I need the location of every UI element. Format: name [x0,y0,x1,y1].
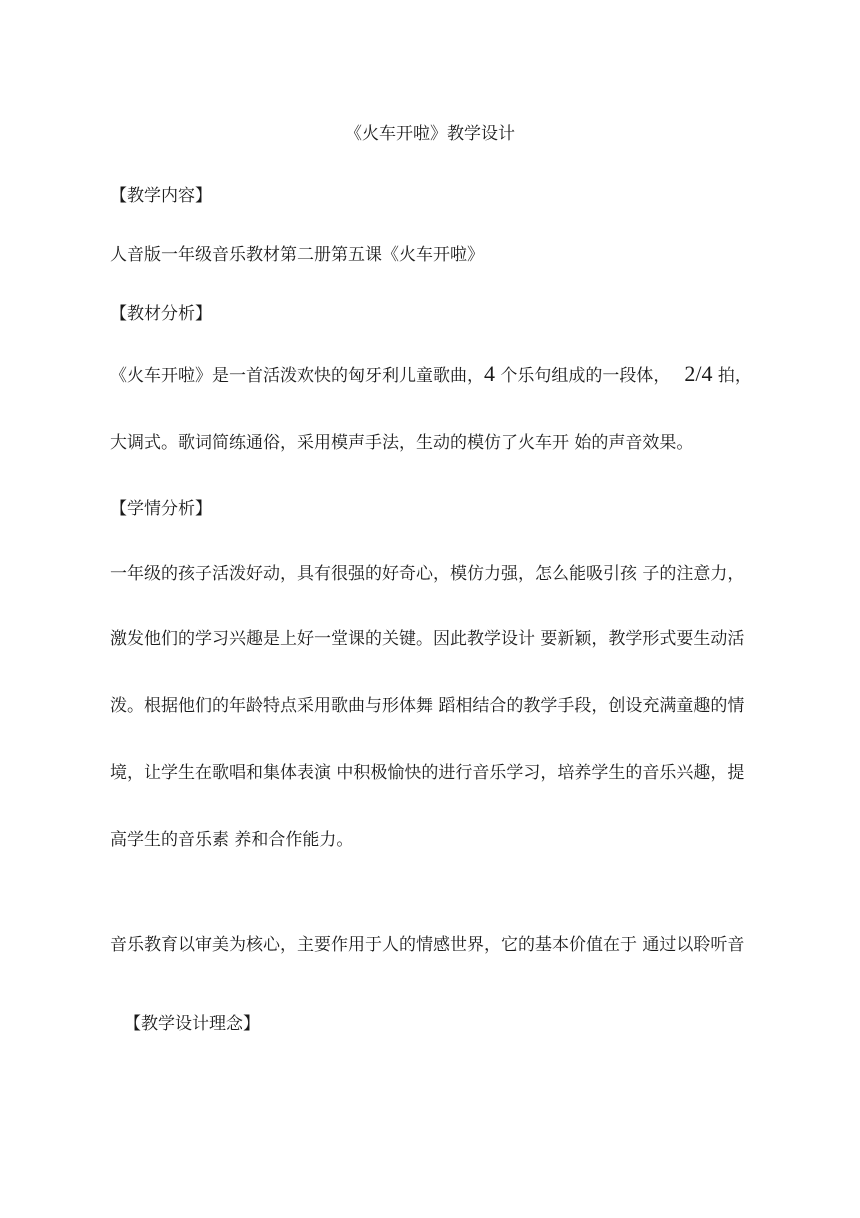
section-heading-analysis: 【教材分析】 [110,304,212,324]
philosophy-text: 音乐教育以审美为核心，主要作用于人的情感世界，它的基本价值在于 通过以聆听音 [110,935,745,955]
students-line-3: 泼。根据他们的年龄特点采用歌曲与形体舞 蹈相结合的教学手段，创设充满童趣的情 [110,696,745,716]
analysis-line-1-text-c: 拍， [712,366,752,386]
students-line-2: 激发他们的学习兴趣是上好一堂课的关键。因此教学设计 要新颖，教学形式要生动活 [110,629,745,649]
section-heading-philosophy: 【教学设计理念】 [124,1014,260,1034]
content-line: 人音版一年级音乐教材第二册第五课《火车开啦》 [110,245,484,265]
students-line-1: 一年级的孩子活泼好动，具有很强的好奇心，模仿力强，怎么能吸引孩 子的注意力， [110,564,745,584]
analysis-line-2: 大调式。歌词简练通俗，采用模声手法，生动的模仿了火车开 始的声音效果。 [110,433,694,453]
students-line-4: 境，让学生在歌唱和集体表演 中积极愉快的进行音乐学习，培养学生的音乐兴趣，提 [110,763,745,783]
analysis-meter: 2/4 [684,361,713,386]
analysis-line-1 [110,361,752,386]
analysis-line-1-text-b: 个乐句组成的一段体， [495,366,671,386]
analysis-line-1-text-a: 《火车开啦》是一首活泼欢快的匈牙利儿童歌曲， [110,366,484,386]
document-title: 《火车开啦》教学设计 [345,124,515,144]
analysis-phrase-count: 4 [484,361,495,386]
students-line-5: 高学生的音乐素 养和合作能力。 [110,830,354,850]
section-heading-students: 【学情分析】 [110,499,212,519]
section-heading-content: 【教学内容】 [110,186,212,206]
